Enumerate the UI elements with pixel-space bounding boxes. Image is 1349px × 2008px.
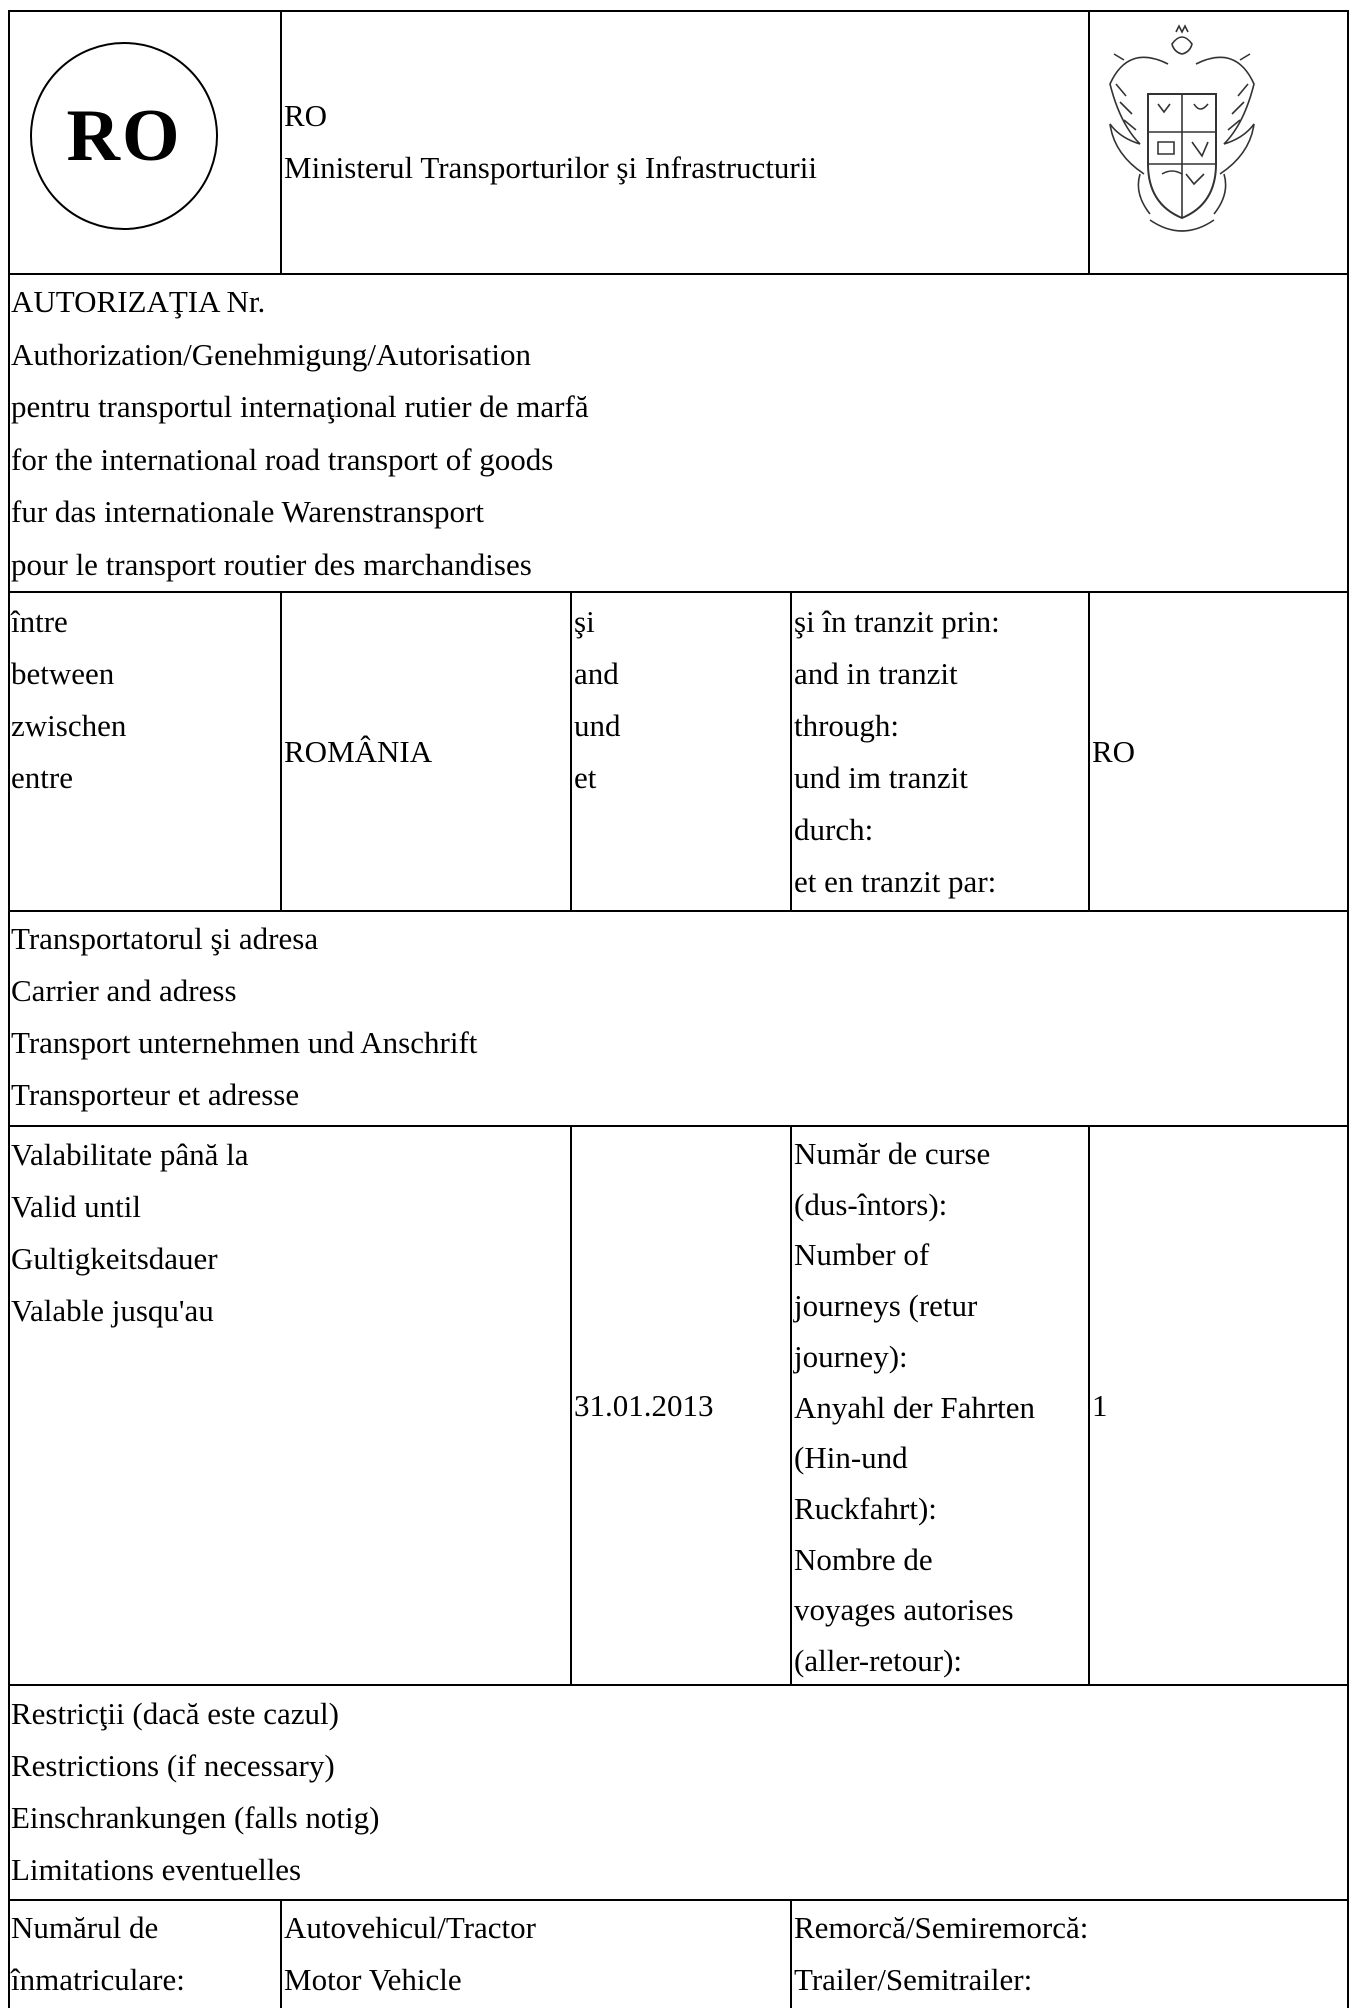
title-line: Authorization/Genehmigung/Autorisation bbox=[11, 336, 532, 372]
journeys-value bbox=[1092, 1380, 1108, 1432]
label-line: Motor Vehicle bbox=[284, 1962, 462, 1997]
ro-logo-text: RO bbox=[66, 94, 182, 177]
country-code: RO bbox=[284, 98, 328, 133]
label-line: între bbox=[11, 604, 68, 639]
table-border bbox=[8, 1899, 1349, 1901]
label-line: und bbox=[574, 708, 621, 743]
label-line: Restricţii (dacă este cazul) bbox=[11, 1696, 339, 1731]
label-line: şi în tranzit prin: bbox=[794, 604, 1000, 639]
label-line: (Hin-und bbox=[794, 1440, 908, 1476]
table-border bbox=[8, 273, 1349, 275]
label-line: Anyahl der Fahrten bbox=[794, 1389, 1036, 1425]
table-border bbox=[790, 591, 792, 911]
table-border bbox=[8, 10, 10, 2008]
table-border bbox=[570, 1125, 572, 1685]
and-label bbox=[574, 596, 621, 804]
table-border bbox=[8, 10, 1349, 12]
label-line: Ruckfahrt): bbox=[794, 1490, 937, 1526]
country-value bbox=[284, 726, 432, 778]
label-line: Limitations eventuelles bbox=[11, 1852, 302, 1887]
label-line: Valabilitate până la bbox=[11, 1137, 249, 1172]
label-line: Restrictions (if necessary) bbox=[11, 1748, 335, 1783]
label-line: journey): bbox=[794, 1338, 908, 1374]
valid-until-date: 31.01.2013 bbox=[574, 1388, 714, 1423]
label-line: înmatriculare: bbox=[11, 1962, 185, 1997]
label-line: Carrier and adress bbox=[11, 973, 237, 1008]
label-line: between bbox=[11, 656, 115, 691]
journeys-count: 1 bbox=[1092, 1388, 1108, 1423]
table-border bbox=[280, 591, 282, 911]
ministry-header bbox=[284, 90, 817, 194]
table-border bbox=[1088, 591, 1090, 911]
label-line: and bbox=[574, 656, 619, 691]
transit-country: RO bbox=[1092, 734, 1136, 769]
label-line: voyages autorises bbox=[794, 1592, 1014, 1628]
label-line: Numărul de bbox=[11, 1910, 159, 1945]
romanian-coat-of-arms-icon bbox=[1102, 24, 1262, 248]
label-line: Transport unternehmen und Anschrift bbox=[11, 1025, 478, 1060]
title-line: pour le transport routier des marchandises bbox=[11, 546, 532, 582]
label-line: Valid until bbox=[11, 1189, 142, 1224]
label-line: Număr de curse bbox=[794, 1136, 991, 1171]
label-line: und im tranzit bbox=[794, 760, 968, 795]
label-line: et bbox=[574, 760, 597, 795]
ministry-name: Ministerul Transporturilor şi Infrastructurii bbox=[284, 150, 817, 185]
label-line: Nombre de bbox=[794, 1541, 933, 1577]
label-line: Valable jusqu'au bbox=[11, 1293, 214, 1328]
label-line: Gultigkeitsdauer bbox=[11, 1241, 218, 1276]
label-line: Number of bbox=[794, 1237, 930, 1273]
label-line: Trailer/Semitrailer: bbox=[794, 1962, 1033, 1997]
registration-label bbox=[11, 1902, 185, 2006]
label-line: durch: bbox=[794, 812, 874, 847]
carrier-label bbox=[11, 913, 477, 1121]
transit-label bbox=[794, 596, 1000, 908]
label-line: Einschrankungen (falls notig) bbox=[11, 1800, 380, 1835]
authorization-title bbox=[11, 276, 589, 591]
table-border bbox=[570, 591, 572, 911]
between-label bbox=[11, 596, 126, 804]
table-border bbox=[280, 1899, 282, 2008]
transit-value bbox=[1092, 726, 1135, 778]
label-line: (aller-retour): bbox=[794, 1643, 963, 1679]
label-line: journeys (retur bbox=[794, 1288, 978, 1324]
label-line: Remorcă/Semiremorcă: bbox=[794, 1910, 1089, 1945]
label-line: and in tranzit bbox=[794, 656, 958, 691]
label-line: Autovehicul/Tractor bbox=[284, 1910, 536, 1945]
label-line: şi bbox=[574, 604, 595, 639]
table-border bbox=[1088, 10, 1090, 274]
title-line: fur das internationale Warenstransport bbox=[11, 494, 484, 529]
title-line: pentru transportul internaţional rutier de marfă bbox=[11, 389, 589, 424]
label-line: Transporteur et adresse bbox=[11, 1077, 300, 1112]
ro-logo bbox=[30, 42, 218, 230]
motor-vehicle-label bbox=[284, 1902, 536, 2006]
label-line: et en tranzit par: bbox=[794, 864, 997, 899]
country-name: ROMÂNIA bbox=[284, 734, 433, 769]
label-line: zwischen bbox=[11, 708, 127, 743]
validity-label bbox=[11, 1129, 249, 1337]
title-line: for the international road transport of goods bbox=[11, 441, 554, 477]
table-border bbox=[280, 10, 282, 274]
journeys-label bbox=[794, 1129, 1035, 1687]
title-line: AUTORIZAŢIA Nr. bbox=[11, 284, 266, 319]
table-border bbox=[8, 591, 1349, 593]
label-line: Transportatorul şi adresa bbox=[11, 921, 319, 956]
table-border bbox=[8, 1684, 1349, 1686]
restrictions-label bbox=[11, 1688, 379, 1896]
label-line: (dus-întors): bbox=[794, 1186, 948, 1222]
label-line: through: bbox=[794, 708, 900, 743]
trailer-label bbox=[794, 1902, 1088, 2006]
label-line: entre bbox=[11, 760, 73, 795]
table-border bbox=[790, 1125, 792, 1685]
table-border bbox=[790, 1899, 792, 2008]
table-border bbox=[8, 910, 1349, 912]
table-border bbox=[8, 1125, 1349, 1127]
validity-date bbox=[574, 1380, 714, 1432]
table-border bbox=[1088, 1125, 1090, 1685]
